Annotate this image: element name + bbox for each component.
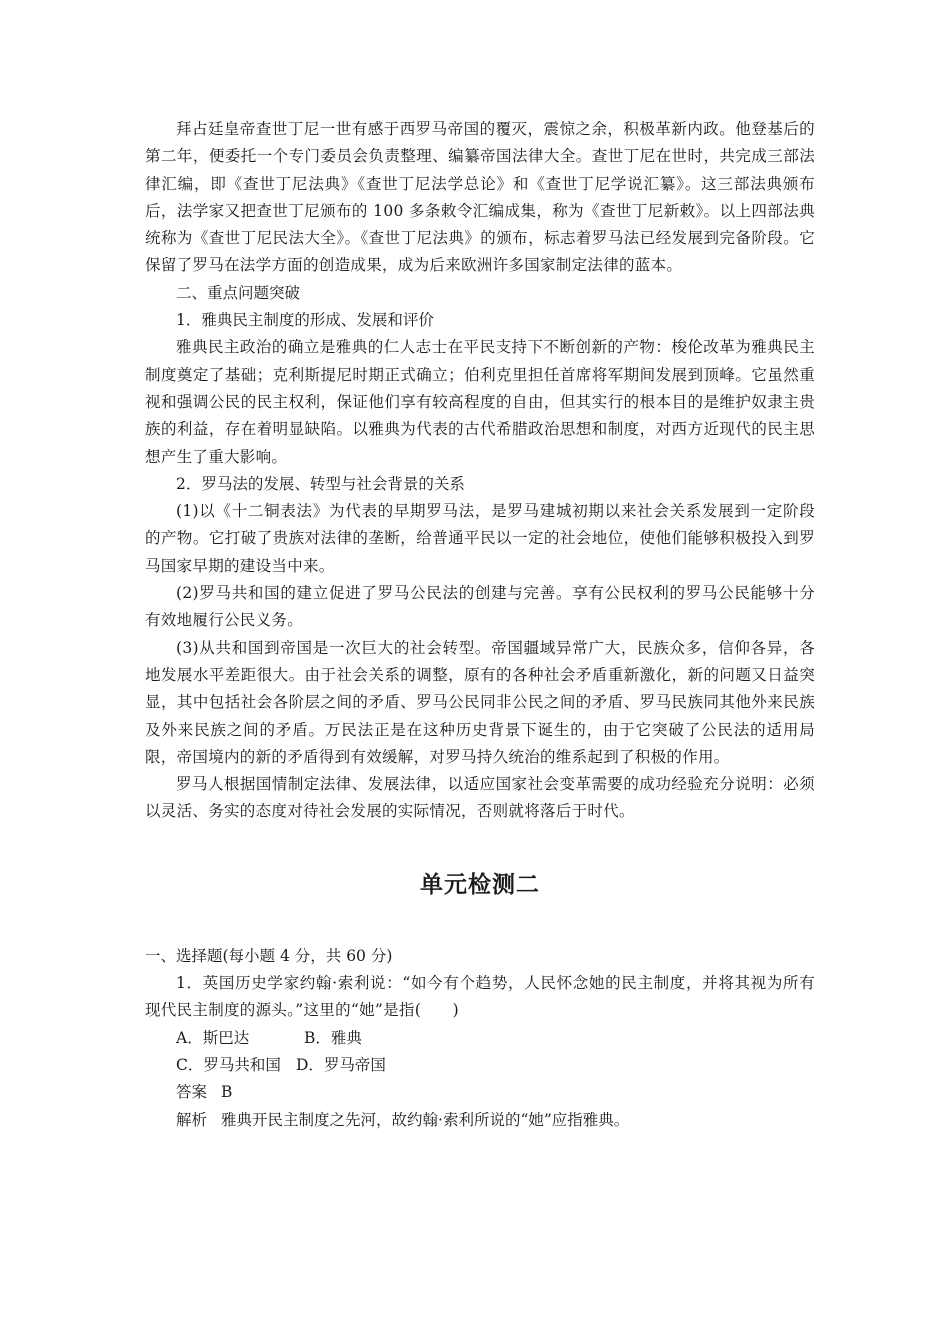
- topic2-point3: (3)从共和国到帝国是一次巨大的社会转型。帝国疆域异常广大，民族众多，信仰各异，各地发展水平差距很大。由于社会关系的调整，原有的各种社会矛盾重新激化，新的问题又日益突显，其中包括社会各阶层之间的矛盾、罗马公民同非公民之间的矛盾、罗马民族同其他外来民族及外来民族之间的矛盾。万民法正是在这种历史背景下诞生的，由于它突破了公民法的适用局限，帝国境内的新的矛盾得到有效缓解，对罗马持久统治的维系起到了积极的作用。: [145, 638, 815, 766]
- topic2-point2: (2)罗马共和国的建立促进了罗马公民法的创建与完善。享有公民权利的罗马公民能够十分有效地履行公民义务。: [145, 584, 815, 630]
- document-page: [145, 116, 815, 1134]
- question1-option-a: A．斯巴达: [176, 1028, 250, 1047]
- topic2-heading: 2．罗马法的发展、转型与社会背景的关系: [176, 474, 465, 493]
- intro-paragraph: 拜占廷皇帝查世丁尼一世有感于西罗马帝国的覆灭，震惊之余，积极革新内政。他登基后的第二年，便委托一个专门委员会负责整理、编纂帝国法律大全。查世丁尼在世时，共完成三部法律汇编，即《查世丁尼法典》《查世丁尼法学总论》和《查世丁尼学说汇纂》。这三部法典颁布后，法学家又把查世丁尼颁布的 100 多条敕令汇编成集，称为《查世丁尼新敕》。以上四部法典统称为《查世丁尼民法大全》。《查世丁尼法典》的颁布，标志着罗马法已经发展到完备阶段。它保留了罗马在法学方面的创造成果，成为后来欧洲许多国家制定法律的蓝本。: [145, 120, 815, 275]
- question1-options-row1: [145, 1025, 815, 1052]
- answer-value: B: [221, 1083, 233, 1102]
- question1-analysis: [145, 1107, 815, 1134]
- topic2-conclusion: 罗马人根据国情制定法律、发展法律，以适应国家社会变革需要的成功经验充分说明：必须以灵活、务实的态度对待社会发展的实际情况，否则就将落后于时代。: [145, 775, 815, 821]
- question1-options-row2: [145, 1052, 815, 1079]
- answer-label: 答案: [176, 1083, 208, 1102]
- question1-option-c: C．罗马共和国: [176, 1055, 281, 1074]
- analysis-text: 雅典开民主制度之先河，故约翰·索利所说的“她”应指雅典。: [221, 1110, 630, 1129]
- unit-title: 单元检测二: [420, 871, 540, 898]
- analysis-label: 解析: [176, 1110, 208, 1129]
- question1-option-d: D．罗马帝国: [296, 1055, 386, 1074]
- question1-option-b: B．雅典: [304, 1028, 362, 1047]
- topic2-point1: (1)以《十二铜表法》为代表的早期罗马法，是罗马建城初期以来社会关系发展到一定阶段的产物。它打破了贵族对法律的垄断，给普通平民以一定的社会地位，使他们能够积极投入到罗马国家早期的建设当中来。: [145, 502, 815, 575]
- section-heading-key-problems: 二、重点问题突破: [176, 283, 301, 302]
- question1-stem: 1．英国历史学家约翰·索利说：“如今有个趋势，人民怀念她的民主制度，并将其视为所有现代民主制度的源头。”这里的“她”是指( ): [145, 974, 815, 1020]
- multiple-choice-section-heading: 一、选择题(每小题 4 分，共 60 分): [145, 946, 393, 965]
- topic1-heading: 1．雅典民主制度的形成、发展和评价: [176, 311, 434, 330]
- topic1-paragraph: 雅典民主政治的确立是雅典的仁人志士在平民支持下不断创新的产物：梭伦改革为雅典民主制度奠定了基础；克利斯提尼时期正式确立；伯利克里担任首席将军期间发展到顶峰。它虽然重视和强调公民的民主权利，保证他们享有较高程度的自由，但其实行的根本目的是维护奴隶主贵族的利益，存在着明显缺陷。以雅典为代表的古代希腊政治思想和制度，对西方近现代的民主思想产生了重大影响。: [145, 338, 815, 466]
- question1-answer: [145, 1079, 815, 1106]
